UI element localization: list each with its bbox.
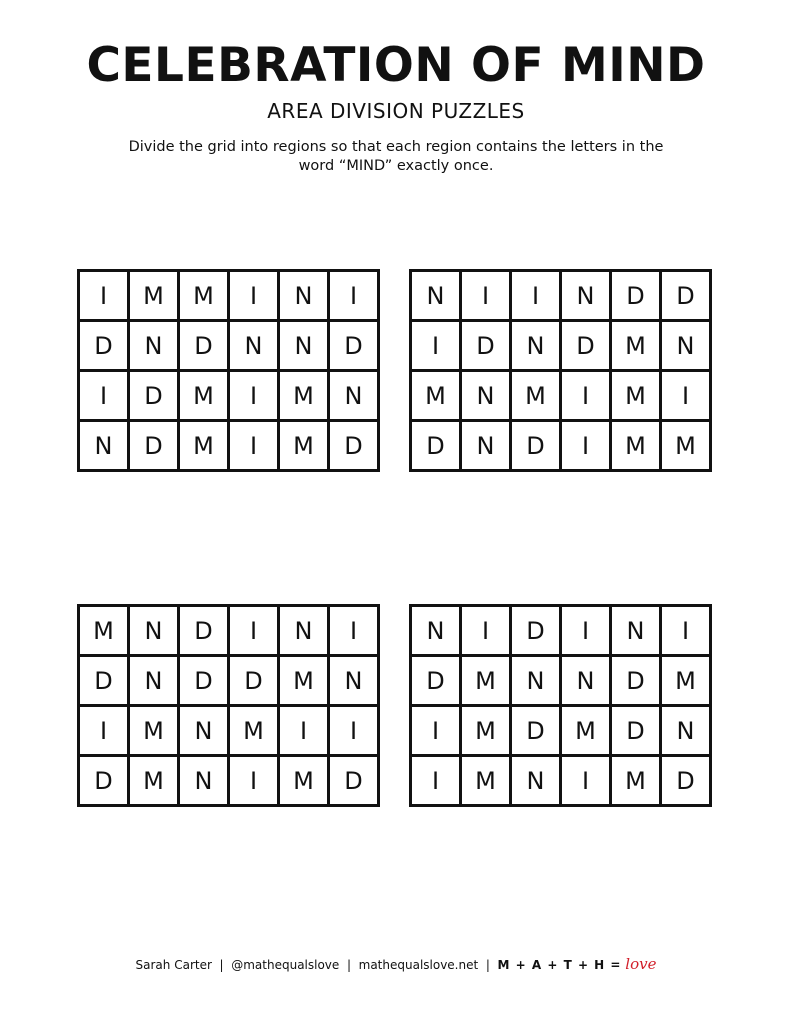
grid-cell: M (661, 656, 711, 706)
puzzle-grid-2 (409, 269, 712, 472)
grid-cell: N (329, 371, 379, 421)
footer (0, 955, 792, 973)
grid-cell: D (461, 321, 511, 371)
grid-cell: D (179, 321, 229, 371)
grid-cell: I (561, 371, 611, 421)
grid-cell: I (329, 706, 379, 756)
grid-cell: I (661, 371, 711, 421)
grid-cell: N (511, 656, 561, 706)
grid-cell: N (179, 756, 229, 806)
grid-cell: D (79, 656, 129, 706)
grid-cell: N (79, 421, 129, 471)
grid-cell: N (279, 321, 329, 371)
grid-cell: I (279, 706, 329, 756)
grid-row (79, 606, 379, 656)
grid-cell: I (229, 756, 279, 806)
instructions-text: Divide the grid into regions so that each region contains the letters in the word “MIND” exactly once. (128, 139, 664, 174)
grid-cell: M (279, 371, 329, 421)
grid-cell: I (329, 606, 379, 656)
grid-cell: N (661, 706, 711, 756)
grid-cell: I (411, 706, 461, 756)
grid-cell: D (611, 706, 661, 756)
grid-cell: N (129, 321, 179, 371)
grid-cell: I (411, 756, 461, 806)
grid-cell: M (279, 756, 329, 806)
grid-row (79, 321, 379, 371)
page-subtitle: AREA DIVISION PUZZLES (267, 99, 525, 123)
grid-cell: M (661, 421, 711, 471)
grid-cell: N (179, 706, 229, 756)
grid-cell: M (129, 271, 179, 321)
grid-cell: D (179, 656, 229, 706)
grid-cell: I (561, 606, 611, 656)
grid-row (79, 756, 379, 806)
grid-row (79, 371, 379, 421)
grid-cell: N (511, 321, 561, 371)
footer-handle: @mathequalslove (231, 958, 340, 972)
grid-row (411, 756, 711, 806)
grid-cell: I (229, 371, 279, 421)
grid-cell: D (129, 421, 179, 471)
grid-row (79, 271, 379, 321)
grid-row (411, 706, 711, 756)
grid-row (79, 656, 379, 706)
grid-cell: I (661, 606, 711, 656)
grid-cell: I (79, 706, 129, 756)
grid-cell: N (279, 606, 329, 656)
grid-cell: D (611, 271, 661, 321)
grid-cell: M (179, 271, 229, 321)
puzzle-grid-3 (77, 604, 380, 807)
grid-cell: I (329, 271, 379, 321)
grid-cell: D (411, 421, 461, 471)
grid-cell: N (229, 321, 279, 371)
grid-cell: M (611, 756, 661, 806)
grid-cell: D (611, 656, 661, 706)
grid-row (79, 421, 379, 471)
grid-cell: N (279, 271, 329, 321)
grid-cell: N (611, 606, 661, 656)
grid-cell: D (129, 371, 179, 421)
grid-row (411, 656, 711, 706)
grid-cell: I (561, 421, 611, 471)
grid-cell: M (411, 371, 461, 421)
grid-cell: M (561, 706, 611, 756)
grid-cell: M (461, 756, 511, 806)
footer-love-logo: love (625, 955, 657, 973)
grid-row (411, 271, 711, 321)
grid-cell: M (611, 371, 661, 421)
grid-cell: D (411, 656, 461, 706)
grid-cell: N (561, 271, 611, 321)
grid-cell: M (461, 656, 511, 706)
footer-author: Sarah Carter (135, 958, 212, 972)
grid-cell: M (129, 756, 179, 806)
grid-cell: N (661, 321, 711, 371)
footer-website: mathequalslove.net (358, 958, 479, 972)
grid-cell: N (461, 371, 511, 421)
grid-cell: D (179, 606, 229, 656)
grid-cell: I (461, 271, 511, 321)
grid-cell: D (329, 321, 379, 371)
grid-cell: I (79, 271, 129, 321)
grid-cell: N (129, 606, 179, 656)
grid-cell: D (661, 271, 711, 321)
grid-cell: I (229, 271, 279, 321)
grid-cell: M (229, 706, 279, 756)
grid-cell: D (561, 321, 611, 371)
grid-cell: N (511, 756, 561, 806)
grid-cell: N (411, 271, 461, 321)
grid-cell: M (511, 371, 561, 421)
grid-row (411, 421, 711, 471)
grid-cell: D (329, 756, 379, 806)
grid-cell: D (79, 321, 129, 371)
grid-cell: I (229, 606, 279, 656)
grid-cell: N (561, 656, 611, 706)
grid-cell: M (179, 421, 229, 471)
grid-cell: D (229, 656, 279, 706)
grid-cell: M (79, 606, 129, 656)
grid-cell: D (329, 421, 379, 471)
grid-cell: D (511, 421, 561, 471)
grid-cell: D (661, 756, 711, 806)
grid-row (411, 371, 711, 421)
grid-cell: I (229, 421, 279, 471)
grid-cell: M (179, 371, 229, 421)
grid-cell: M (611, 321, 661, 371)
footer-separator: | (219, 958, 224, 972)
grid-cell: I (561, 756, 611, 806)
grid-cell: M (461, 706, 511, 756)
grid-cell: N (129, 656, 179, 706)
grid-cell: M (279, 421, 329, 471)
grid-cell: N (329, 656, 379, 706)
grid-cell: N (411, 606, 461, 656)
grid-cell: D (511, 706, 561, 756)
page-title: CELEBRATION OF MIND (86, 38, 706, 93)
grid-cell: M (279, 656, 329, 706)
footer-brand: M + A + T + H = (497, 958, 622, 972)
grid-cell: M (611, 421, 661, 471)
footer-separator: | (346, 958, 351, 972)
puzzle-grid-4 (409, 604, 712, 807)
grid-row (79, 706, 379, 756)
grid-cell: M (129, 706, 179, 756)
grid-row (411, 606, 711, 656)
grid-cell: N (461, 421, 511, 471)
footer-separator: | (485, 958, 490, 972)
grid-cell: I (461, 606, 511, 656)
grid-cell: D (511, 606, 561, 656)
grid-row (411, 321, 711, 371)
grid-cell: I (79, 371, 129, 421)
grid-cell: I (411, 321, 461, 371)
puzzle-grid-1 (77, 269, 380, 472)
grid-cell: I (511, 271, 561, 321)
grid-cell: D (79, 756, 129, 806)
